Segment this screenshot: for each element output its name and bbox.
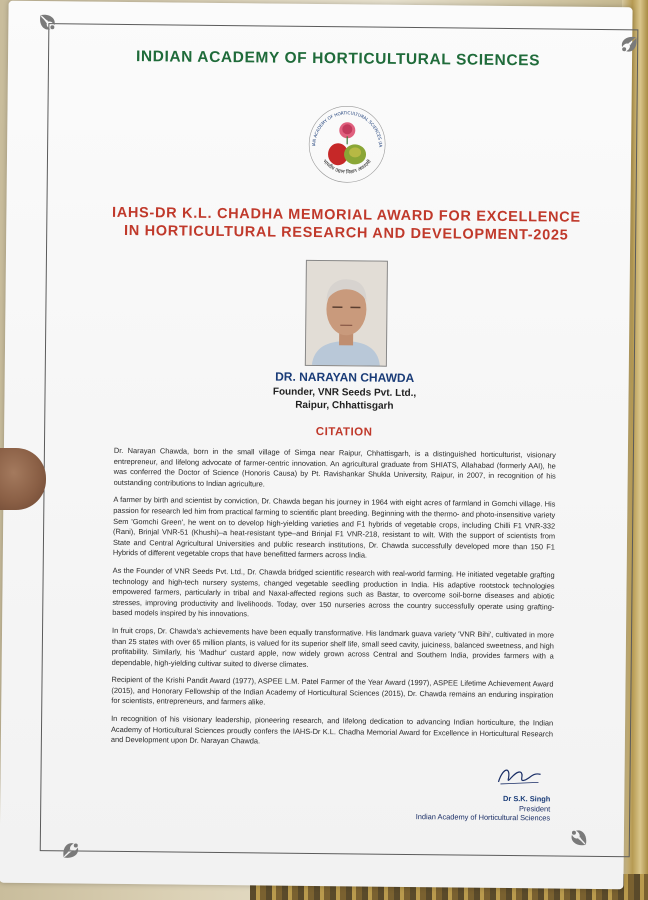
logo-text-top: INDIAN ACADEMY OF HORTICULTURAL SCIENCES (IAHS) — [311, 110, 384, 148]
citation-paragraph: As the Founder of VNR Seeds Pvt. Ltd., Dr. Chawda bridged scientific research with real-world farming. He initiated vegetable grafting technology and high-tech nursery systems, changed vegetable seedling production in India. His adaptive rootstock technologies empowered farmers, particularly in tribal and Naxal-affected regions such as Bastar, to overcome soil-borne diseases and abiotic stresses, improving productivity and livelihoods. Today, over 150 nurseries across the country successfully operate using grafting-based models inspired by his innovations. — [112, 565, 555, 619]
signatory-name: Dr S.K. Singh — [503, 793, 551, 804]
awardee-name: DR. NARAYAN CHAWDA — [275, 369, 415, 386]
citation-heading: CITATION — [315, 425, 373, 439]
signatory-title: President — [518, 803, 551, 814]
citation-body — [111, 446, 556, 757]
signatory-organization: Indian Academy of Horticultural Sciences — [415, 812, 551, 823]
award-title — [96, 204, 596, 245]
awardee-designation-block — [204, 385, 484, 414]
citation-paragraph: In recognition of his visionary leadership, pioneering research, and lifelong dedication to advancing Indian horticulture, the Indian Academy of Horticultural Sciences proudly confers the IAHS-Dr K.L. Chadha Memorial Award for Excellence in Horticultural Research and Development upon Dr. Narayan Chawda. — [110, 713, 554, 746]
corner-ornament-icon — [560, 819, 590, 849]
academy-logo — [301, 102, 394, 187]
signature-block — [380, 763, 551, 824]
corner-ornament-icon — [60, 831, 90, 861]
certificate-sheet — [0, 1, 633, 889]
citation-paragraph: A farmer by birth and scientist by conviction, Dr. Chawda began his journey in 1964 with eight acres of farmland in Gomchi village. His passion for research led him from practical farming to scientific plant breeding. Beginning with the thermo- and photo-insensitive variety Sem 'Gomchi Green', he went on to develop high-yielding varieties and F1 hybrids of vegetable crops, including Chilli F1 VNR-332 (Rani), Brinjal VNR-51 (Khushi)–a heat-resistant type–and Brinjal F1 VNR-218, resistant to wilt. With the support of scientists from State and Central Agricultural Universities and public research institutions, Dr. Chawda successfully developed more than 150 F1 Hybrids of different vegetable crops that have benefitted farmers across India. — [112, 495, 556, 560]
award-title-line-2: IN HORTICULTURAL RESEARCH AND DEVELOPMENT-2025 — [123, 222, 569, 244]
corner-ornament-icon — [610, 33, 640, 63]
citation-paragraph: Recipient of the Krishi Pandit Award (1977), ASPEE L.M. Patel Farmer of the Year Award (1997), ASPEE Lifetime Achievement Award (2015), and Honorary Fellowship of the Indian Academy of Horticultural Sciences (2015), Dr. Chawda remains an enduring inspiration for scientists, entrepreneurs, and farmers alike. — [111, 675, 554, 707]
awardee-portrait — [305, 260, 388, 367]
organization-title: INDIAN ACADEMY OF HORTICULTURAL SCIENCES — [135, 48, 541, 70]
awardee-location: Raipur, Chhattisgarh — [295, 399, 394, 412]
corner-ornament-icon — [36, 11, 66, 41]
logo-text-bottom: भारतीय उद्यान विज्ञान अकादमी — [321, 158, 373, 176]
citation-paragraph: In fruit crops, Dr. Chawda's achievements have been equally transformative. His landmark guava variety 'VNR Bihi', cultivated in more than 25 states with over 65 million plants, is valued for its superior shelf life, small seed cavity, juiciness, balanced sweetness, and high profitability. Similarly, his 'Madhur' custard apple, now widely grown across Central and Southern India, provides farmers with a dependable, high-yielding cultivar suited to diverse climates. — [111, 625, 555, 669]
awardee-designation: Founder, VNR Seeds Pvt. Ltd., — [272, 386, 417, 400]
citation-paragraph: Dr. Narayan Chawda, born in the small village of Simga near Raipur, Chhattisgarh, is a distinguished horticulturist, visionary entrepreneur, and lifelong advocate of farmer-centric innovation. An agricultural graduate from SHIATS, Allahabad (formerly AAI), he was conferred the Doctor of Science (Honoris Causa) by Pt. Ravishankar Shukla University, Raipur, in 2007, in recognition of his outstanding contributions to Indian agriculture. — [113, 445, 556, 489]
award-title-line-1: IAHS-DR K.L. CHADHA MEMORIAL AWARD FOR EXCELLENCE — [111, 204, 581, 226]
